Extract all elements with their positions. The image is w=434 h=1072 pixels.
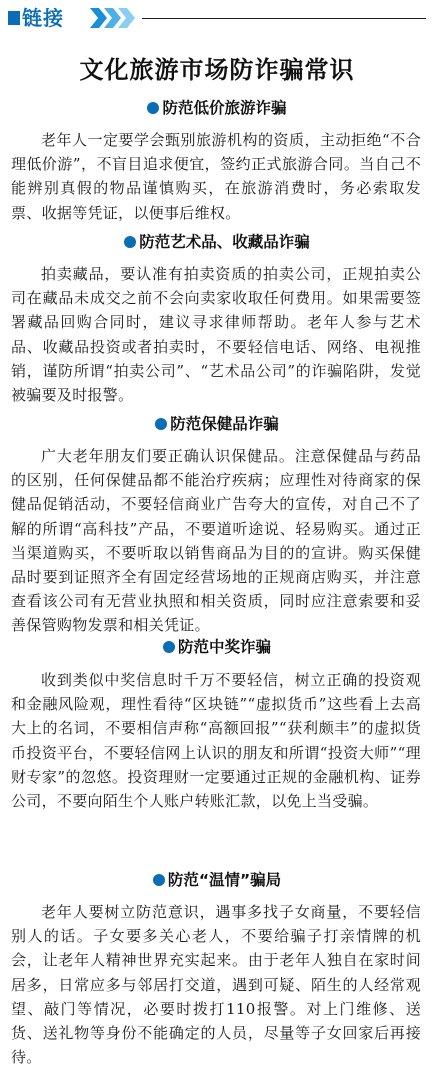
bullet-dot-icon	[155, 418, 167, 430]
section-heading-text: 防范中奖诈骗	[177, 638, 271, 656]
bullet-dot-icon	[163, 641, 175, 653]
section-body-warmth-scam: 老年人要树立防范意识，遇事多找子女商量，不要轻信别人的话。子女要多关心老人，不要给骗子打亲情牌的机会，让老年人精神世界充实起来。由于老年人独自在家时间居多，日常应多与邻居打交道，遇到可疑、陌生的人经常观望、敲门等情况，必要时拨打110报警。对上门维修、送货、送礼物等身份不能确定的人员，尽量等子女回家后再接待。	[11, 903, 421, 1067]
bullet-dot-icon	[124, 236, 136, 248]
link-tag-bar	[8, 6, 426, 30]
section-heading-text: 防范艺术品、收藏品诈骗	[139, 233, 310, 251]
section-body-low-price-tour: 老年人一定要学会甄别旅游机构的资质，主动拒绝“不合理低价游”，不盲目追求便宜，签约正式旅游合同。当自己不能辨别真假的物品谨慎购买，在旅游消费时，务必索取发票、收据等凭证，以便事后维权。	[11, 131, 421, 222]
section-body-art-collectibles: 拍卖藏品，要认准有拍卖资质的拍卖公司，正规拍卖公司在藏品未成交之前不会向卖家收取任何费用。如果需要签署藏品回购合同时，建议寻求律师帮助。老年人参与艺术品、收藏品投资或者拍卖时，不要轻信电话、网络、电视推销，谨防所谓“拍卖公司”、“艺术品公司”的诈骗陷阱，发觉被骗要及时报警。	[11, 265, 421, 405]
section-heading-health-products	[0, 412, 434, 436]
tag-square-icon	[8, 11, 20, 25]
section-heading-warmth-scam	[0, 868, 434, 892]
bullet-dot-icon	[153, 874, 165, 886]
section-heading-art-collectibles	[0, 230, 434, 254]
section-heading-text: 防范保健品诈骗	[170, 415, 279, 433]
tag-label: 链接	[22, 6, 64, 30]
section-heading-text: 防范“温情”骗局	[167, 871, 282, 889]
section-heading-prize-scam	[0, 635, 434, 659]
section-heading-low-price-tour	[0, 96, 434, 120]
header-rule	[142, 18, 426, 19]
section-heading-text: 防范低价旅游诈骗	[162, 99, 287, 117]
bullet-dot-icon	[147, 102, 159, 114]
page-title: 文化旅游市场防诈骗常识	[79, 56, 355, 84]
section-body-prize-scam: 收到类似中奖信息时千万不要轻信，树立正确的投资观和金融风险观，理性看待“区块链”“虚拟货币”这些看上去高大上的名词，不要相信声称“高额回报”“获利颇丰”的虚拟货币投资平台，不要轻信网上认识的朋友和所谓“投资大师”“理财专家”的忽悠。投资理财一定要通过正规的金融机构、证券公司，不要向陌生个人账户转账汇款，以免上当受骗。	[11, 671, 421, 811]
double-chevron-icon	[88, 6, 136, 30]
section-body-health-products: 广大老年朋友们要正确认识保健品。注意保健品与药品的区别，任何保健品都不能治疗疾病；应理性对待商家的保健品促销活动，不要轻信商业广告夸大的宣传，对自己不了解的所谓“高科技”产品，不要道听途说、轻易购买。通过正当渠道购买，不要听取以销售商品为目的的宣讲。购买保健品时要到证照齐全有固定经营场地的正规商店购买，并注意查看该公司有无营业执照和相关资质，同时应注意索要和妥善保管购物发票和相关凭证。	[11, 447, 421, 635]
